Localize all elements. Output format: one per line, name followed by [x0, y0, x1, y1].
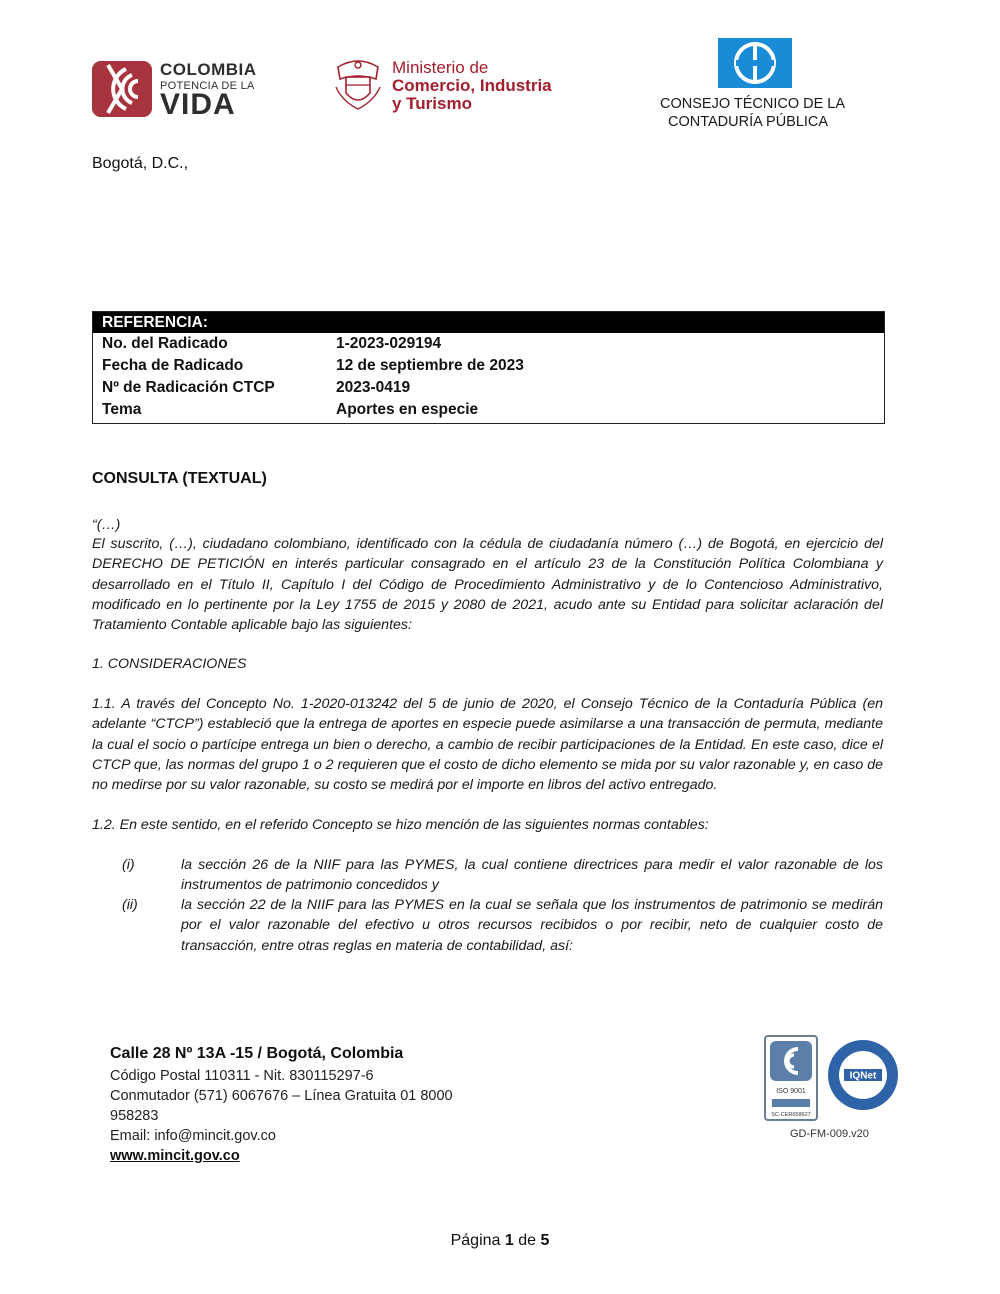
heading-considerations: 1. CONSIDERACIONES: [92, 656, 247, 672]
ministry-logo-line2: Comercio, Industria: [392, 76, 552, 95]
footer-phone-line2: 958283: [110, 1108, 159, 1124]
quote-open: “(…): [92, 517, 121, 533]
coat-of-arms-icon: [332, 57, 384, 113]
iqnet-certification-icon: [828, 1040, 898, 1110]
list-item-text: la sección 22 de la NIIF para las PYMES en la cual se señala que los instrumentos de patrimonio se medirán por el valor razonable del efectivo u otros recursos recibidos o por recibir, neto de cualquier costo de transacción, entre otras reglas en materia de contabilidad, así:: [181, 897, 883, 954]
paragraph-1-2: 1.2. En este sentido, en el referido Concepto se hizo mención de las siguientes normas contables:: [92, 817, 709, 833]
page-current: 1: [504, 1232, 514, 1249]
footer-phone-line1: Conmutador (571) 6067676 – Línea Gratuita 01 8000: [110, 1088, 453, 1104]
icontec-code-label: SC-CER658627: [771, 1112, 811, 1118]
list-item-text: la sección 26 de la NIIF para las PYMES, la cual contiene directrices para medir el valor razonable de los instrumentos de patrimonio concedidos y: [181, 857, 883, 894]
form-code: GD-FM-009.v20: [790, 1128, 869, 1140]
colombia-logo-line1: COLOMBIA: [160, 60, 257, 79]
ministerio-comercio-logo: [332, 57, 562, 117]
page-prefix: Página: [450, 1232, 505, 1249]
footer-website-link[interactable]: www.mincit.gov.co: [110, 1148, 240, 1164]
colombia-logo-mark-icon: [92, 61, 152, 117]
icontec-certification-icon: [764, 1035, 818, 1121]
colombia-potencia-de-la-vida-logo: [92, 58, 257, 122]
reference-row: [93, 333, 884, 355]
footer-postal: Código Postal 110311 - Nit. 830115297-6: [110, 1068, 374, 1084]
paragraph-1-1: 1.1. A través del Concepto No. 1-2020-013242 del 5 de junio de 2020, el Consejo Técnico de la Contaduría Pública (en adelante “CTCP”) estableció que la entrega de aportes en especie puede asimilarse a una transacción de permuta, mediante la cual el socio o partícipe entrega un bien o derecho, a cambio de recibir participaciones de la Entidad. En este caso, dice el CTCP que, las normas del grupo 1 o 2 requieren que el costo de dicho elemento se mida por su valor razonable y, en caso de no medirse por su valor razonable, su costo se medirá por el importe en libros del activo entregado.: [92, 696, 884, 794]
ctcp-logo-line1: CONSEJO TÉCNICO DE LA: [660, 96, 846, 112]
icontec-iso-label: ISO 9001: [776, 1088, 806, 1095]
reference-value: Aportes en especie: [336, 401, 479, 418]
reference-row: [93, 377, 884, 399]
ctcp-logo-icon: [718, 38, 792, 88]
reference-table: [92, 311, 885, 424]
paragraph-intro: El suscrito, (…), ciudadano colombiano, identificado con la cédula de ciudadanía número (…) de Bogotá, en ejercicio del DERECHO DE PETICIÓN en interés particular consagrado en el artículo 23 de la Constitución Política Colombiana y desarrollado en el Título II, Capítulo I del Código de Procedimiento Administrativo y de lo Contencioso Administrativo, modificado en lo pertinente por la Ley 1755 de 2015 y 2080 de 2021, acudo ante su Entidad para solicitar aclaración del Tratamiento Contable aplicable bajo las siguientes:: [92, 536, 883, 634]
list-item-number: (i): [122, 857, 135, 873]
list-item-number: (ii): [122, 897, 138, 913]
ministry-logo-line3: y Turismo: [392, 94, 472, 113]
iqnet-label: IQNet: [849, 1070, 877, 1082]
reference-value: 1-2023-029194: [336, 335, 442, 352]
colombia-logo-line2: POTENCIA DE LA: [160, 80, 255, 92]
reference-label: Fecha de Radicado: [102, 357, 244, 374]
reference-value: 2023-0419: [336, 379, 411, 396]
reference-heading: REFERENCIA:: [93, 312, 884, 333]
colombia-logo-line3: VIDA: [160, 88, 236, 121]
reference-label: Nº de Radicación CTCP: [102, 379, 275, 396]
footer-email: Email: info@mincit.gov.co: [110, 1128, 276, 1144]
place-and-date: Bogotá, D.C.,: [92, 155, 189, 172]
reference-label: Tema: [102, 401, 142, 418]
page-total: 5: [540, 1232, 550, 1249]
section-title: CONSULTA (TEXTUAL): [92, 470, 267, 487]
ctcp-logo-line2: CONTADURÍA PÚBLICA: [668, 114, 829, 130]
reference-row: [93, 399, 884, 421]
footer-address-title: Calle 28 Nº 13A -15 / Bogotá, Colombia: [110, 1045, 404, 1062]
page-number: [0, 1232, 1000, 1250]
ministry-logo-line1: Ministerio de: [392, 58, 489, 77]
page-separator: de: [513, 1232, 541, 1249]
ctcp-logo-text: [660, 95, 860, 131]
reference-label: No. del Radicado: [102, 335, 228, 352]
reference-value: 12 de septiembre de 2023: [336, 357, 524, 374]
reference-row: [93, 355, 884, 377]
